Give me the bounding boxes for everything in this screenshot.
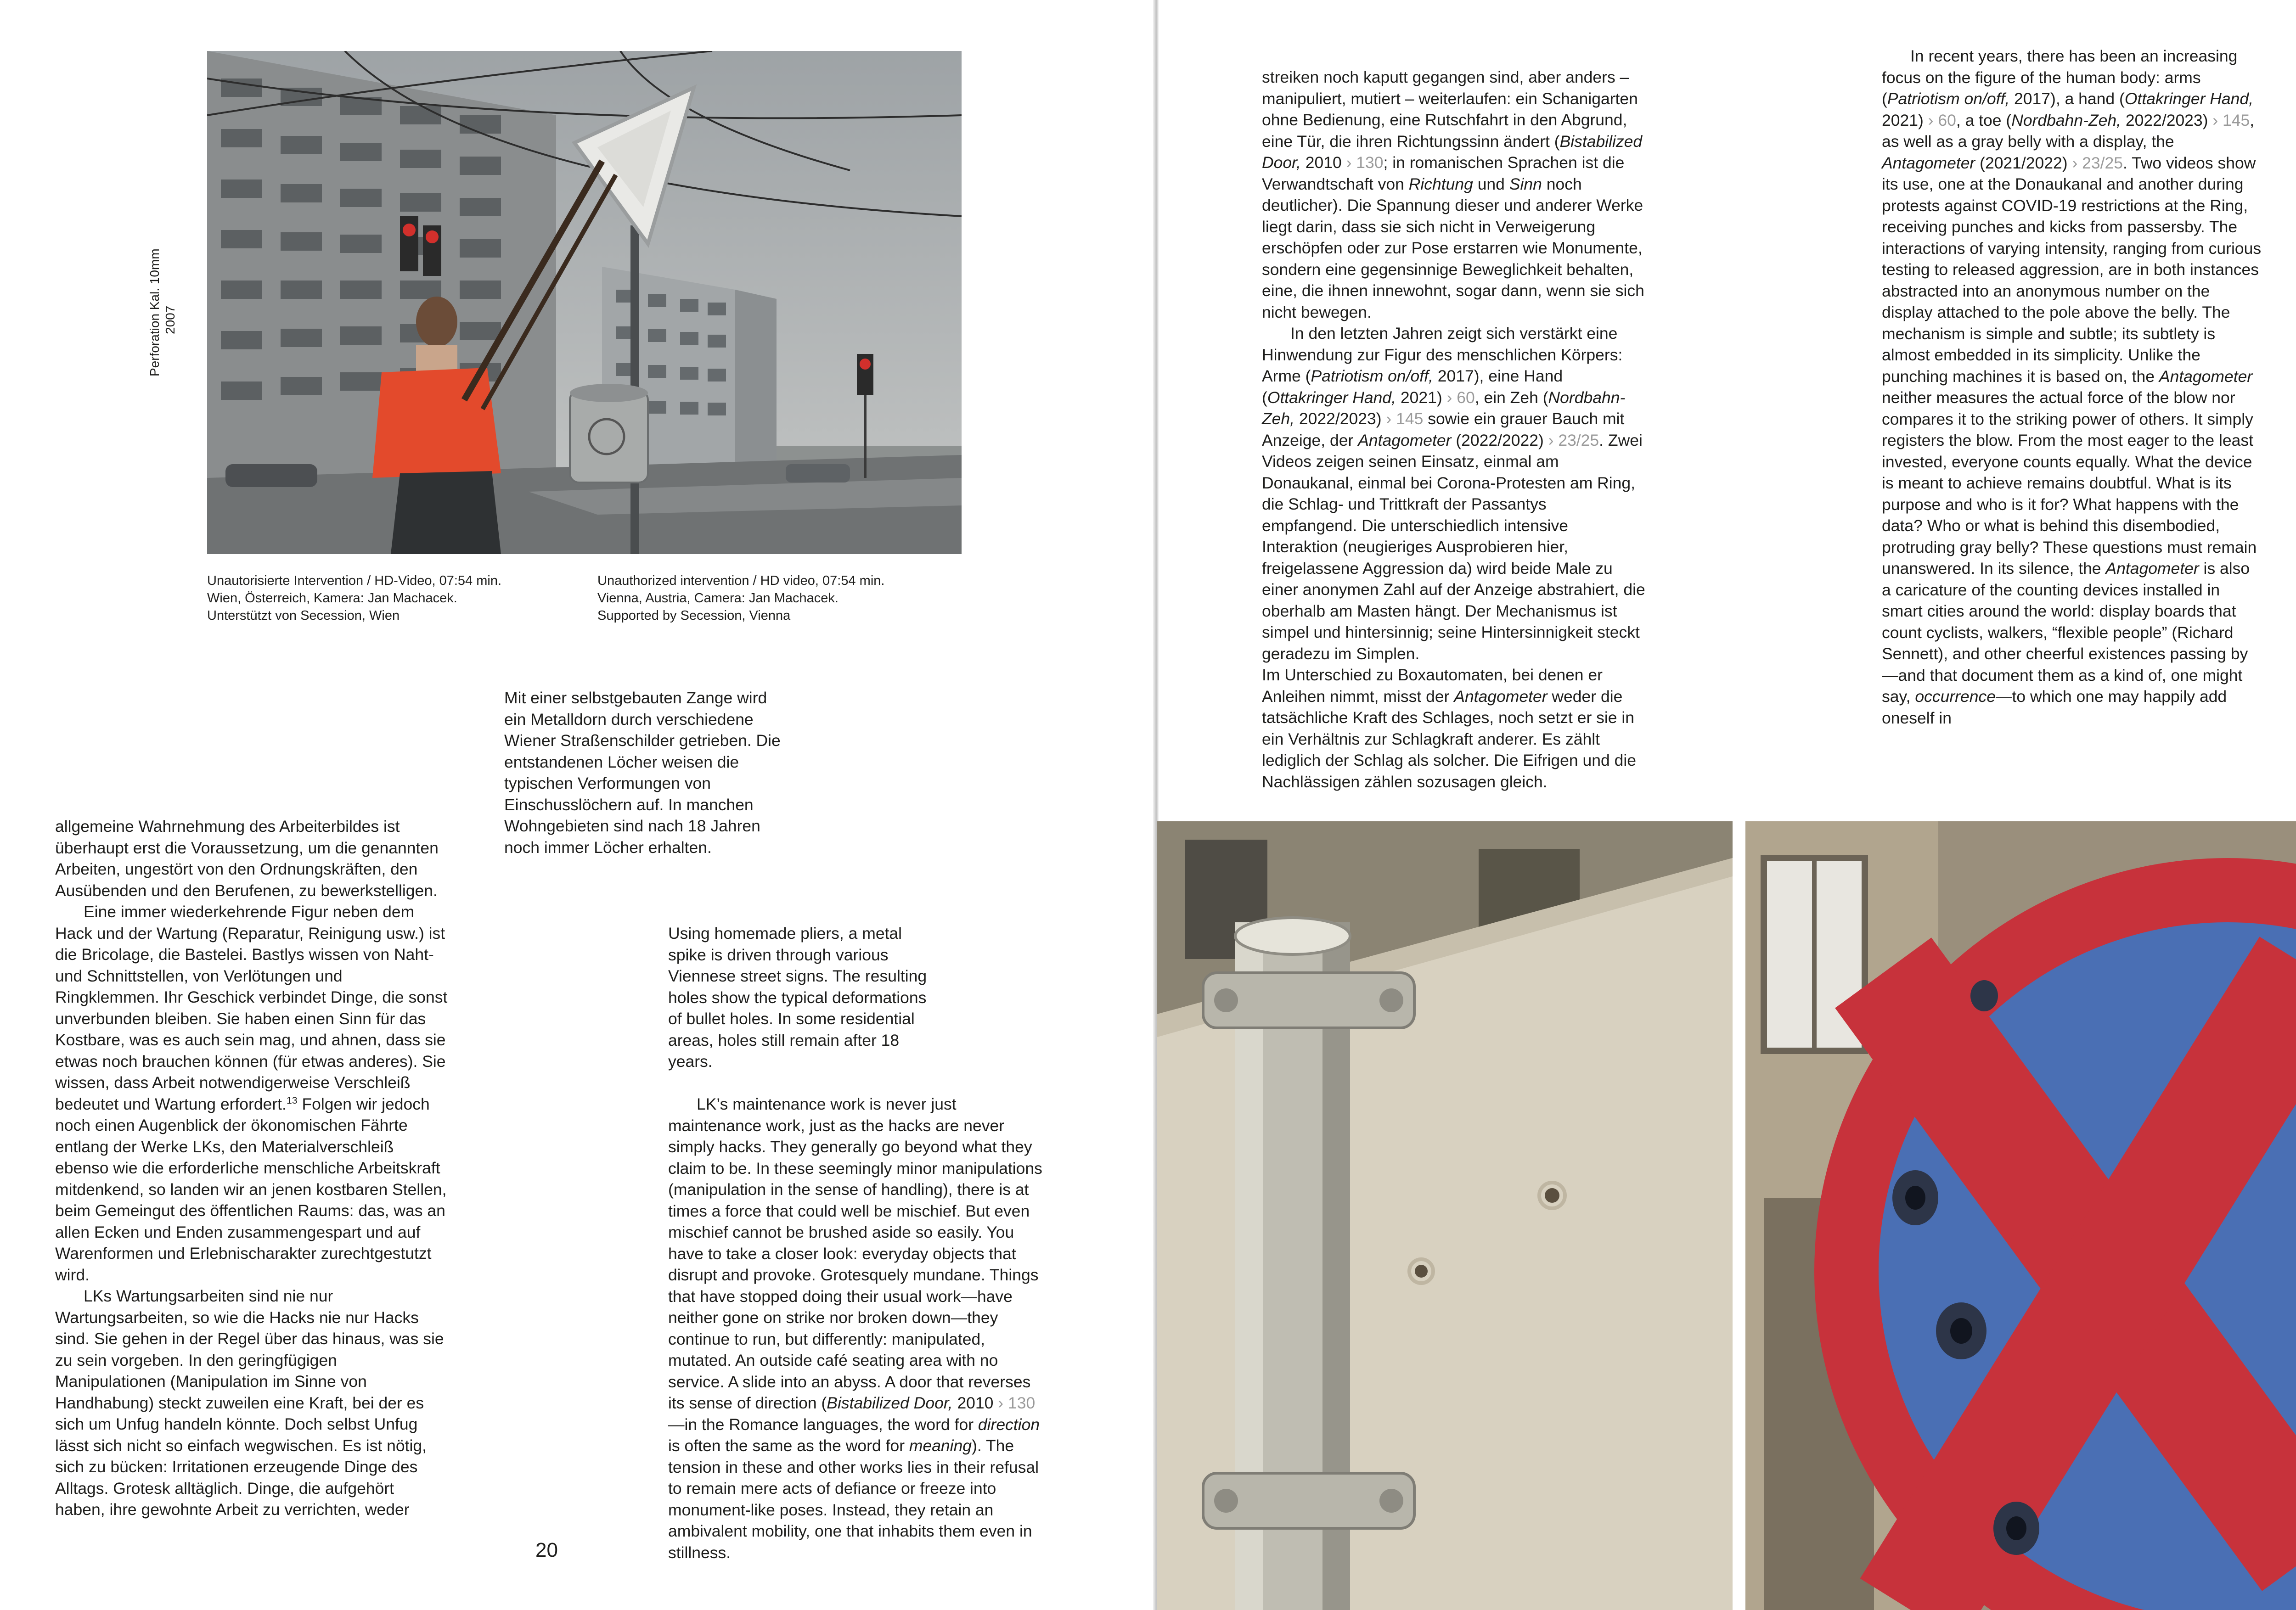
text-run: is also a caricature of the counting devices installed in smart cities around the world: display boards that count cyclists, walkers, “flexible people” (Richard Sennett), and other cheerful existences passing by—and that document them as a kind of, one might say, <box>1882 559 2250 706</box>
work-title: Bistabilized Door, <box>1262 132 1643 172</box>
work-title: Antagometer <box>1454 687 1548 706</box>
text-run: weder die tatsächliche Kraft des Schlages, noch setzt er sie in ein Verhältnis zur Schlagkraft anderer. Es zählt lediglich der Schlag als solcher. Die Eifrigen und die Nachlässigen zählen sozusagen gleich. <box>1262 687 1636 791</box>
work-title: Nordbahn-Zeh, <box>2011 111 2121 129</box>
text-run: 2021) <box>1882 111 1928 129</box>
text-run: streiken noch kaputt gegangen sind, aber anders – manipuliert, mutiert – weiterlaufen: ein Schanigarten ohne Bedienung, eine Rutschfahrt in den Abgrund, eine Tür, die ihren Richtungssinn ändert ( <box>1262 68 1638 151</box>
body-paragraph <box>1882 45 2263 729</box>
text-run: 2010 <box>1300 153 1346 172</box>
text-run: 2017), eine Hand ( <box>1262 367 1563 407</box>
text-run: (2021/2022) <box>1975 153 2072 172</box>
body-paragraph <box>1262 664 1645 792</box>
footnote-marker: 13 <box>286 1094 298 1106</box>
text-run: ; in romanischen Sprachen ist die Verwandtschaft von <box>1262 153 1625 193</box>
work-title: Nordbahn-Zeh, <box>1262 388 1626 428</box>
caption-line: Unterstützt von Secession, Wien <box>207 608 400 623</box>
page-reference: › 145 <box>1386 410 1424 428</box>
caption-english <box>597 572 884 624</box>
text-run: . Two videos show its use, one at the Donaukanal and another during protests against COVID-19 restrictions at the Ring, receiving punches and kicks from passersby. The interactions of varying intensity, ranging from curious testing to released aggression, are in both instances abstracted into an anonymous number on the display attached to the pole above the belly. The mechanism is simple and subtle; its subtlety is almost embedded in its simplicity. Unlike the punching machines it is based on, the <box>1882 153 2262 386</box>
page-reference: › 60 <box>1446 388 1475 407</box>
caption-german <box>207 572 501 624</box>
emphasis: Sinn <box>1509 174 1542 193</box>
text-run: Im Unterschied zu Boxautomaten, bei denen er Anleihen nimmt, misst der <box>1262 666 1603 706</box>
body-paragraph <box>1262 67 1645 323</box>
text-run: , a toe ( <box>1956 111 2012 129</box>
emphasis: meaning <box>909 1436 972 1455</box>
right-german-column <box>1262 67 1645 792</box>
work-title: Perforation Kal. 10mm <box>147 248 162 376</box>
text-run: . Zwei Videos zeigen seinen Einsatz, einmal am Donaukanal, einmal bei Corona-Protesten am Ring, die Schlag- und Trittkraft der Passantys empfangend. Die unterschiedlich intensive Interaktion (neugieriges Ausprobieren hier, freigelassene Aggression da) wird beide Male zu einer anonymen Zahl auf der Anzeige abstrahiert, die oberhalb am Masten hängt. Der Mechanismus ist simpel und hintersinnig; seine Hintersinnigkeit steckt geradezu im Simplen. <box>1262 431 1645 663</box>
caption-line: Supported by Secession, Vienna <box>597 608 791 623</box>
page-reference: › 145 <box>2212 111 2250 129</box>
text-run: In den letzten Jahren zeigt sich verstärkt eine Hinwendung zur Figur des menschlichen Körpers: Arme ( <box>1262 324 1623 385</box>
page-number: 20 <box>535 1539 558 1561</box>
street-intervention-photo <box>207 51 962 554</box>
body-paragraph <box>668 1094 1045 1563</box>
work-title: Ottakringer Hand, <box>2124 90 2254 108</box>
right-english-column <box>1882 45 2263 729</box>
text-run: is often the same as the word for <box>668 1436 909 1455</box>
work-title: Antagometer <box>2105 559 2199 578</box>
text-run: , as well as a gray belly with a display, the <box>1882 111 2255 151</box>
text-run: (2022/2022) <box>1451 431 1548 449</box>
text-run: —to which one may happily add oneself in <box>1882 687 2227 727</box>
intro-english <box>668 923 944 1072</box>
caption-line: Unautorisierte Intervention / HD-Video, 07:54 min. <box>207 573 502 588</box>
text-run: 2010 <box>952 1394 998 1412</box>
work-title: Patriotism on/off, <box>1311 367 1433 385</box>
work-title: Antagometer <box>1358 431 1452 449</box>
intro-paragraph: Mit einer selbstgebauten Zange wird ein Metalldorn durch verschiedene Wiener Straßenschilder getrieben. Die entstandenen Löcher weisen die typischen Verformungen von Einschusslöchern auf. In manchen Wohngebieten sind nach 18 Jahren noch immer Löcher erhalten. <box>504 689 781 857</box>
work-title: Bistabilized Door, <box>827 1394 953 1412</box>
work-title: Antagometer <box>2159 367 2253 386</box>
text-run: , ein Zeh ( <box>1474 388 1548 407</box>
work-title: Ottakringer Hand, <box>1267 388 1396 407</box>
work-title: Patriotism on/off, <box>1887 90 2010 108</box>
emphasis: Richtung <box>1408 174 1473 193</box>
text-run: 2022/2023) <box>2121 111 2213 129</box>
body-paragraph: allgemeine Wahrnehmung des Arbeiterbildes ist überhaupt erst die Voraussetzung, um die genannten Arbeiten, ungestört von den Ordnungskräften, den Ausübenden und den Berufenen, zu bewerkstelligen. <box>55 817 439 900</box>
work-year: 2007 <box>163 305 177 334</box>
text-run: ). The tension in these and other works lies in their refusal to remain mere acts of defiance or freeze into monument-like poses. Instead, they retain an ambivalent mobility, one that inhabits them even in stillness. <box>668 1436 1039 1562</box>
page-reference: › 60 <box>1928 111 1956 129</box>
caption-line: Vienna, Austria, Camera: Jan Machacek. <box>597 591 838 606</box>
intro-german <box>504 687 782 858</box>
text-run: —in the Romance languages, the word for <box>668 1415 978 1434</box>
caption-line: Unauthorized intervention / HD video, 07:54 min. <box>597 573 885 588</box>
text-run: Eine immer wiederkehrende Figur neben dem Hack und der Wartung (Reparatur, Reinigung usw.) ist die Bricolage, die Bastelei. Bastlys wissen von Naht- und Schnittstellen, von Verlötungen und Ringklemmen. Ihr Geschick verbindet Dinge, die sonst unverbunden bleiben. Sie haben einen Sinn für das Kostbare, was es auch sein mag, und ahnen, dass sie etwas noch brauchen können (für etwas anderes). Sie wissen, dass Arbeit notwendigerweise Verschleiß bedeutet und Wartung erfordert. <box>55 903 448 1113</box>
page-reference: › 130 <box>1346 153 1384 172</box>
body-paragraph <box>55 901 448 1285</box>
page-reference: › 23/25 <box>1548 431 1599 449</box>
text-run: und <box>1473 174 1509 193</box>
text-run: noch deutlicher). Die Spannung dieser und anderer Werke liegt darin, dass sie sich nicht in Verweigerung erschöpfen oder zur Pose erstarren wie Monumente, sondern eine gegensinnige Beweglichkeit behalten, eine, die ihnen innewohnt, sogar dann, wenn sie sich nicht bewegen. <box>1262 174 1644 321</box>
text-run: Folgen wir jedoch noch einen Augenblick der ökonomischen Fährte entlang der Werke LKs, den Materialverschleiß ebenso wie die erforderliche menschliche Arbeitskraft mitdenkend, so landen wir an jenen kostbaren Stellen, beim Gemeingut des öffentlichen Raums: das, was an allen Ecken und Enden zusammengespart und auf Warenformen und Erlebnischarakter zurechtgestutzt wird. <box>55 1094 447 1284</box>
text-run: sowie ein grauer Bauch mit Anzeige, der <box>1262 410 1625 449</box>
text-run: In recent years, there has been an increasing focus on the figure of the human body: arms ( <box>1882 47 2238 108</box>
emphasis: direction <box>978 1415 1040 1434</box>
left-english-column <box>668 1094 1045 1563</box>
text-run: 2017), a hand ( <box>2009 90 2125 108</box>
text-run: neither measures the actual force of the blow nor compares it to the striking power of others. It simply registers the blow. From the most eager to the least invested, everyone counts equally. What the device is meant to achieve remains doubtful. What is its purpose and who is it for? What happens with the data? Who or what is behind this disembodied, protruding gray belly? These questions must remain unanswered. In its silence, the <box>1882 388 2257 578</box>
caption-line: Wien, Österreich, Kamera: Jan Machacek. <box>207 591 457 606</box>
body-paragraph: LKs Wartungsarbeiten sind nie nur Wartungsarbeiten, so wie die Hacks nie nur Hacks sind. Sie gehen in der Regel über das hinaus, was sie zu sein vorgeben. In den geringfügigen Manipulationen (Manipulation im Sinne von Handhabung) steckt zuweilen eine Kraft, bei der es sich um Unfug handeln könnte. Doch selbst Unfug lässt sich nicht so einfach wegwischen. Es ist nötig, sich zu bücken: Irritationen erzeugende Dinge des Alltags. Grotesk alltäglich. Dinge, die aufgehört haben, ihre gewohnte Arbeit zu verrichten, weder <box>55 1287 444 1519</box>
page-reference: › 130 <box>998 1394 1035 1412</box>
text-run: 2021) <box>1396 388 1447 407</box>
body-paragraph <box>1262 323 1645 664</box>
left-german-column <box>55 816 448 1520</box>
text-run: LK’s maintenance work is never just maintenance work, just as the hacks are never simply hacks. They generally go beyond what they claim to be. In these seemingly minor manipulations (manipulation in the sense of handling), there is at times a force that could well be mischief. But even mischief cannot be brushed aside so easily. You have to take a closer look: everyday objects that disrupt and provoke. Grotesquely mundane. Things that have stopped doing their usual work—have neither gone on strike nor broken down—they continue to run, but differently: manipulated, mutated. An outside café seating area with no service. A slide into an abyss. A door that reverses its sense of direction ( <box>668 1095 1042 1412</box>
work-title: Antagometer <box>1882 153 1975 172</box>
text-run: 2022/2023) <box>1294 410 1386 428</box>
no-stopping-sign-photo <box>1745 821 2296 1610</box>
photo-vertical-caption <box>147 248 178 376</box>
page-reference: › 23/25 <box>2072 153 2123 172</box>
intro-paragraph: Using homemade pliers, a metal spike is driven through various Viennese street signs. The resulting holes show the typical deformations of bullet holes. In some residential areas, holes still remain after 18 years. <box>668 924 927 1071</box>
perforated-sign-pole-photo <box>1157 821 1733 1610</box>
emphasis: occurrence <box>1915 687 1996 706</box>
